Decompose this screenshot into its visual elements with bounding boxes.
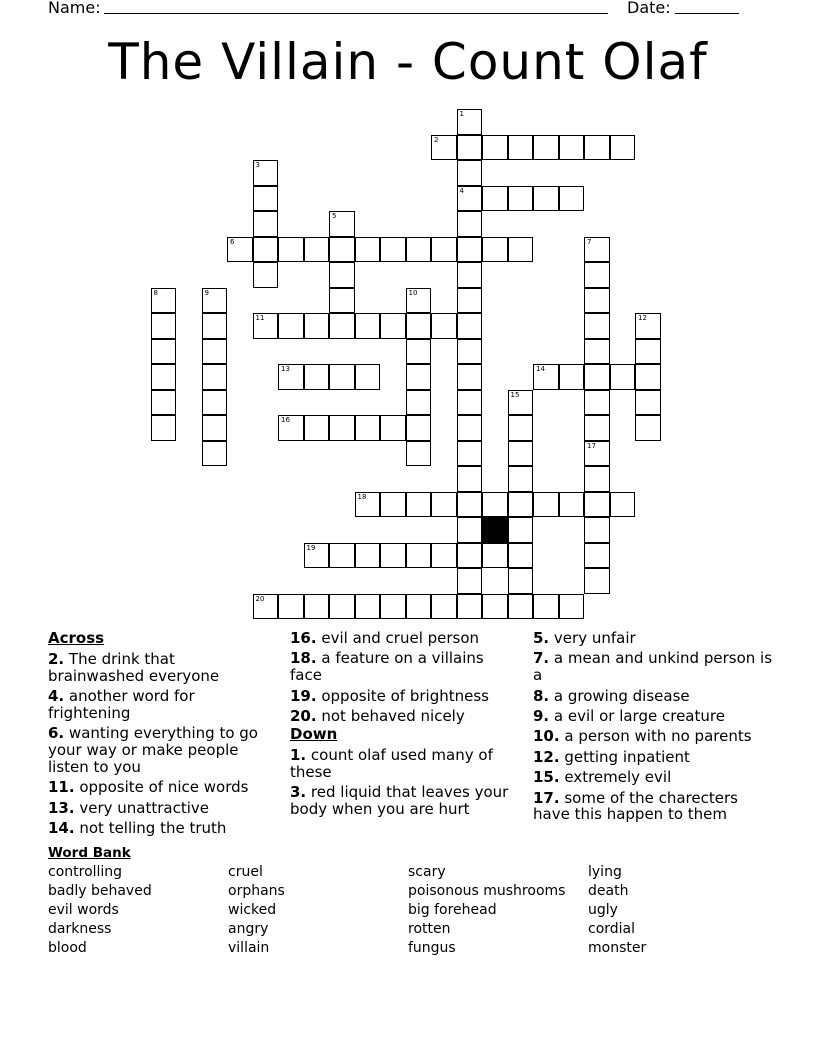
grid-cell[interactable] — [202, 313, 228, 339]
clue-text: a mean and unkind person is a — [533, 649, 773, 685]
grid-cell[interactable] — [584, 313, 610, 339]
clue-list — [533, 630, 773, 823]
grid-cell[interactable] — [253, 262, 279, 288]
grid-cell[interactable] — [584, 543, 610, 569]
grid-cell[interactable] — [610, 364, 636, 390]
clue-item — [533, 749, 773, 766]
cell-number: 1 — [459, 110, 464, 118]
grid-cell[interactable] — [202, 364, 228, 390]
clue-text: very unattractive — [79, 798, 210, 817]
grid-cell[interactable] — [253, 594, 279, 620]
grid-cell[interactable] — [406, 288, 432, 314]
clue-number: 7. — [533, 649, 550, 668]
grid-cell[interactable] — [559, 186, 585, 212]
grid-cell[interactable] — [482, 543, 508, 569]
clue-number: 5. — [533, 629, 550, 647]
grid-cell[interactable] — [253, 313, 279, 339]
grid-cell[interactable] — [584, 568, 610, 594]
cell-number: 12 — [638, 314, 647, 322]
grid-cell[interactable] — [635, 313, 661, 339]
grid-cell[interactable] — [457, 262, 483, 288]
clue-number: 8. — [533, 686, 550, 705]
clue-text: not telling the truth — [79, 818, 227, 837]
clue-item — [290, 650, 515, 684]
clue-text: a person with no parents — [564, 727, 752, 746]
grid-cell[interactable] — [508, 492, 534, 518]
grid-cell[interactable] — [584, 415, 610, 441]
clue-number: 2. — [48, 649, 65, 668]
cell-number: 20 — [255, 594, 265, 603]
grid-cell[interactable] — [380, 492, 406, 518]
grid-cell[interactable] — [610, 135, 636, 161]
cell-number: 11 — [255, 314, 265, 322]
clue-list — [290, 747, 515, 818]
cell-number: 6 — [230, 237, 235, 246]
cell-number: 7 — [587, 237, 592, 246]
clue-number: 4. — [48, 686, 65, 705]
grid-cell[interactable] — [508, 186, 534, 212]
clue-number: 16. — [290, 629, 317, 647]
word-bank-column — [588, 863, 646, 958]
clue-text: The drink that brainwashed everyone — [48, 649, 220, 685]
grid-cell[interactable] — [635, 415, 661, 441]
grid-cell[interactable] — [610, 492, 636, 518]
word-bank-word: ugly — [588, 902, 618, 918]
grid-cell[interactable] — [457, 390, 483, 416]
grid-cell[interactable] — [584, 517, 610, 543]
grid-cell[interactable] — [329, 415, 355, 441]
word-bank-word: lying — [588, 864, 622, 880]
cell-number: 13 — [281, 365, 290, 373]
word-bank-word: wicked — [228, 902, 277, 918]
grid-cell[interactable] — [635, 339, 661, 365]
grid-cell[interactable] — [533, 186, 559, 212]
grid-cell[interactable] — [431, 135, 457, 161]
word-bank-word: poisonous mushrooms — [408, 883, 566, 899]
across-clues-column-2 — [290, 630, 515, 822]
grid-cell[interactable] — [508, 237, 534, 263]
grid-cell[interactable] — [457, 237, 483, 263]
grid-cell[interactable] — [380, 594, 406, 620]
grid-cell[interactable] — [508, 415, 534, 441]
clue-number: 20. — [290, 706, 317, 725]
grid-cell[interactable] — [559, 594, 585, 620]
grid-cell[interactable] — [533, 364, 559, 390]
grid-cell[interactable] — [406, 313, 432, 339]
grid-cell[interactable] — [304, 415, 330, 441]
clue-number: 10. — [533, 727, 560, 746]
grid-cell[interactable] — [151, 288, 177, 314]
word-bank-word: rotten — [408, 921, 451, 937]
grid-cell[interactable] — [431, 237, 457, 263]
grid-cell[interactable] — [151, 364, 177, 390]
clue-item — [290, 708, 515, 725]
word-bank-column — [48, 863, 152, 958]
clue-item — [48, 651, 273, 685]
cell-number: 3 — [255, 161, 260, 169]
clue-number: 3. — [290, 783, 307, 802]
clue-number: 14. — [48, 818, 75, 837]
word-bank-column — [408, 863, 565, 958]
clue-text: opposite of nice words — [79, 778, 249, 797]
word-bank-column — [228, 863, 285, 958]
grid-cell[interactable] — [329, 262, 355, 288]
grid-cell[interactable] — [355, 364, 381, 390]
grid-cell[interactable] — [202, 415, 228, 441]
grid-cell[interactable] — [584, 441, 610, 467]
clue-text: wanting everything to go your way or make people listen to you — [48, 724, 258, 776]
word-bank-word: controlling — [48, 864, 123, 880]
word-bank-word: cordial — [588, 921, 636, 937]
clue-number: 13. — [48, 798, 75, 817]
grid-cell[interactable] — [431, 543, 457, 569]
grid-cell[interactable] — [151, 339, 177, 365]
grid-cell[interactable] — [457, 313, 483, 339]
clue-item — [533, 708, 773, 725]
grid-cell[interactable] — [329, 237, 355, 263]
grid-cell[interactable] — [304, 543, 330, 569]
grid-cell[interactable] — [584, 262, 610, 288]
grid-cell[interactable] — [227, 237, 253, 263]
grid-cell[interactable] — [355, 237, 381, 263]
cell-number: 18 — [357, 492, 367, 501]
grid-cell[interactable] — [329, 313, 355, 339]
clue-text: opposite of brightness — [321, 686, 489, 705]
grid-cell[interactable] — [457, 109, 483, 135]
clue-number: 15. — [533, 768, 560, 787]
grid-cell[interactable] — [304, 313, 330, 339]
grid-cell[interactable] — [355, 492, 381, 518]
grid-cell[interactable] — [584, 135, 610, 161]
grid-cell[interactable] — [329, 211, 355, 237]
grid-cell[interactable] — [584, 390, 610, 416]
clue-text: not behaved nicely — [321, 706, 465, 725]
grid-cell[interactable] — [355, 594, 381, 620]
grid-cell[interactable] — [304, 364, 330, 390]
grid-cell[interactable] — [151, 390, 177, 416]
grid-cell[interactable] — [253, 160, 279, 186]
clue-item — [533, 790, 773, 824]
clue-text: extremely evil — [564, 768, 672, 787]
clue-text: a growing disease — [553, 686, 690, 705]
clue-item — [533, 728, 773, 745]
clue-text: count olaf used many of these — [290, 746, 493, 781]
grid-cell[interactable] — [457, 594, 483, 620]
clue-number: 9. — [533, 706, 550, 725]
grid-cell[interactable] — [533, 135, 559, 161]
grid-cell[interactable] — [457, 211, 483, 237]
grid-cell[interactable] — [559, 364, 585, 390]
clue-number: 11. — [48, 778, 75, 797]
grid-cell[interactable] — [482, 594, 508, 620]
grid-cell[interactable] — [278, 313, 304, 339]
word-bank-word: cruel — [228, 864, 263, 880]
grid-cell[interactable] — [559, 135, 585, 161]
grid-cell[interactable] — [431, 492, 457, 518]
clue-number: 17. — [533, 788, 560, 807]
grid-cell[interactable] — [406, 415, 432, 441]
clue-text: very unfair — [553, 629, 636, 647]
cell-number: 17 — [587, 441, 596, 450]
word-bank-word: monster — [588, 940, 647, 956]
grid-cell[interactable] — [584, 492, 610, 518]
grid-cell[interactable] — [457, 135, 483, 161]
grid-cell[interactable] — [457, 441, 483, 467]
grid-cell[interactable] — [253, 237, 279, 263]
clue-item — [290, 784, 515, 818]
word-bank-word: angry — [228, 921, 269, 937]
grid-cell[interactable] — [202, 441, 228, 467]
grid-cell[interactable] — [406, 339, 432, 365]
grid-cell[interactable] — [533, 492, 559, 518]
grid-cell[interactable] — [482, 186, 508, 212]
grid-cell[interactable] — [278, 364, 304, 390]
grid-cell[interactable] — [406, 441, 432, 467]
down-heading: Down — [290, 725, 338, 744]
grid-cell[interactable] — [380, 543, 406, 569]
cell-number: 19 — [306, 543, 316, 552]
clue-item — [290, 630, 515, 647]
grid-cell[interactable] — [406, 492, 432, 518]
word-bank-word: villain — [228, 940, 270, 956]
clue-text: a feature on a villains face — [290, 649, 484, 685]
grid-cell[interactable] — [278, 237, 304, 263]
word-bank-word: scary — [408, 864, 446, 880]
clue-item — [533, 650, 773, 684]
grid-cell[interactable] — [406, 237, 432, 263]
grid-cell[interactable] — [457, 339, 483, 365]
grid-cell[interactable] — [202, 339, 228, 365]
grid-cell[interactable] — [457, 364, 483, 390]
grid-cell[interactable] — [457, 568, 483, 594]
clue-number: 19. — [290, 686, 317, 705]
cell-number: 9 — [204, 288, 209, 297]
grid-cell[interactable] — [508, 594, 534, 620]
grid-cell[interactable] — [584, 339, 610, 365]
down-clues-column — [533, 630, 773, 827]
grid-cell[interactable] — [355, 415, 381, 441]
cell-number: 4 — [459, 186, 464, 195]
cell-number: 10 — [408, 288, 418, 297]
grid-cell[interactable] — [508, 517, 534, 543]
grid-cell[interactable] — [457, 517, 483, 543]
clue-text: red liquid that leaves your body when you are hurt — [290, 783, 509, 819]
word-bank-word: big forehead — [408, 902, 497, 918]
grid-cell[interactable] — [482, 135, 508, 161]
grid-cell[interactable] — [278, 594, 304, 620]
grid-cell[interactable] — [584, 237, 610, 263]
grid-cell[interactable] — [533, 594, 559, 620]
clue-number: 6. — [48, 724, 65, 743]
grid-cell[interactable] — [431, 594, 457, 620]
grid-cell[interactable] — [278, 415, 304, 441]
clue-item — [533, 769, 773, 786]
grid-cell[interactable] — [457, 160, 483, 186]
grid-cell[interactable] — [584, 364, 610, 390]
across-heading: Across — [48, 629, 105, 647]
clue-item — [48, 725, 273, 775]
word-bank-title: Word Bank — [48, 845, 131, 861]
grid-cell[interactable] — [380, 237, 406, 263]
clue-number: 12. — [533, 747, 560, 766]
grid-cell[interactable] — [508, 135, 534, 161]
cell-number: 2 — [434, 135, 439, 144]
grid-cell[interactable] — [457, 543, 483, 569]
grid-cell[interactable] — [151, 415, 177, 441]
grid-cell[interactable] — [380, 313, 406, 339]
name-label: Name: — [48, 0, 101, 17]
grid-cell[interactable] — [559, 492, 585, 518]
clue-text: evil and cruel person — [321, 629, 480, 647]
clue-item — [48, 779, 273, 796]
date-label: Date: — [627, 0, 671, 17]
grid-cell[interactable] — [584, 466, 610, 492]
grid-cell[interactable] — [584, 288, 610, 314]
word-bank-word: blood — [48, 940, 87, 956]
clue-item — [290, 688, 515, 705]
grid-cell[interactable] — [508, 568, 534, 594]
clue-item — [290, 747, 515, 781]
grid-cell[interactable] — [508, 441, 534, 467]
word-bank-word: evil words — [48, 902, 119, 918]
cell-number: 16 — [281, 416, 290, 424]
grid-cell[interactable] — [635, 364, 661, 390]
grid-cell[interactable] — [431, 313, 457, 339]
cell-number: 8 — [153, 288, 158, 297]
grid-cell[interactable] — [253, 211, 279, 237]
word-bank-word: death — [588, 883, 629, 899]
grid-cell[interactable] — [202, 390, 228, 416]
word-bank-word: darkness — [48, 921, 112, 937]
clue-item — [533, 630, 773, 647]
grid-cell[interactable] — [508, 390, 534, 416]
grid-cell[interactable] — [508, 466, 534, 492]
grid-cell[interactable] — [304, 237, 330, 263]
word-bank-word: badly behaved — [48, 883, 152, 899]
cell-number: 5 — [332, 212, 337, 220]
grid-cell[interactable] — [406, 543, 432, 569]
grid-cell[interactable] — [406, 390, 432, 416]
grid-cell[interactable] — [482, 492, 508, 518]
clue-text: getting inpatient — [564, 747, 690, 766]
grid-cell[interactable] — [329, 594, 355, 620]
cell-number: 14 — [536, 365, 545, 373]
word-bank-word: orphans — [228, 883, 285, 899]
across-clues-column-1 — [48, 630, 273, 840]
grid-cell-blocked — [482, 517, 508, 543]
clue-number: 1. — [290, 746, 307, 765]
grid-cell[interactable] — [253, 186, 279, 212]
clue-item — [533, 688, 773, 705]
grid-cell[interactable] — [355, 543, 381, 569]
grid-cell[interactable] — [457, 492, 483, 518]
grid-cell[interactable] — [151, 313, 177, 339]
grid-cell[interactable] — [457, 186, 483, 212]
grid-cell[interactable] — [457, 466, 483, 492]
clue-item — [48, 820, 273, 837]
grid-cell[interactable] — [202, 288, 228, 314]
clue-text: another word for frightening — [48, 686, 195, 722]
grid-cell[interactable] — [329, 364, 355, 390]
clue-number: 18. — [290, 649, 317, 668]
grid-cell[interactable] — [457, 288, 483, 314]
grid-cell[interactable] — [329, 288, 355, 314]
grid-cell[interactable] — [635, 390, 661, 416]
grid-cell[interactable] — [482, 237, 508, 263]
clue-list — [290, 630, 515, 725]
clue-text: some of the charecters have this happen to them — [533, 788, 738, 824]
grid-cell[interactable] — [355, 313, 381, 339]
clue-item — [48, 688, 273, 722]
grid-cell[interactable] — [406, 594, 432, 620]
clue-item — [48, 800, 273, 817]
page-title: The Villain - Count Olaf — [108, 33, 708, 91]
grid-cell[interactable] — [380, 415, 406, 441]
clue-list — [48, 651, 273, 837]
grid-cell[interactable] — [406, 364, 432, 390]
grid-cell[interactable] — [508, 543, 534, 569]
cell-number: 15 — [510, 390, 520, 399]
grid-cell[interactable] — [304, 594, 330, 620]
word-bank-word: fungus — [408, 940, 456, 956]
clue-text: a evil or large creature — [553, 706, 725, 725]
grid-cell[interactable] — [457, 415, 483, 441]
grid-cell[interactable] — [329, 543, 355, 569]
